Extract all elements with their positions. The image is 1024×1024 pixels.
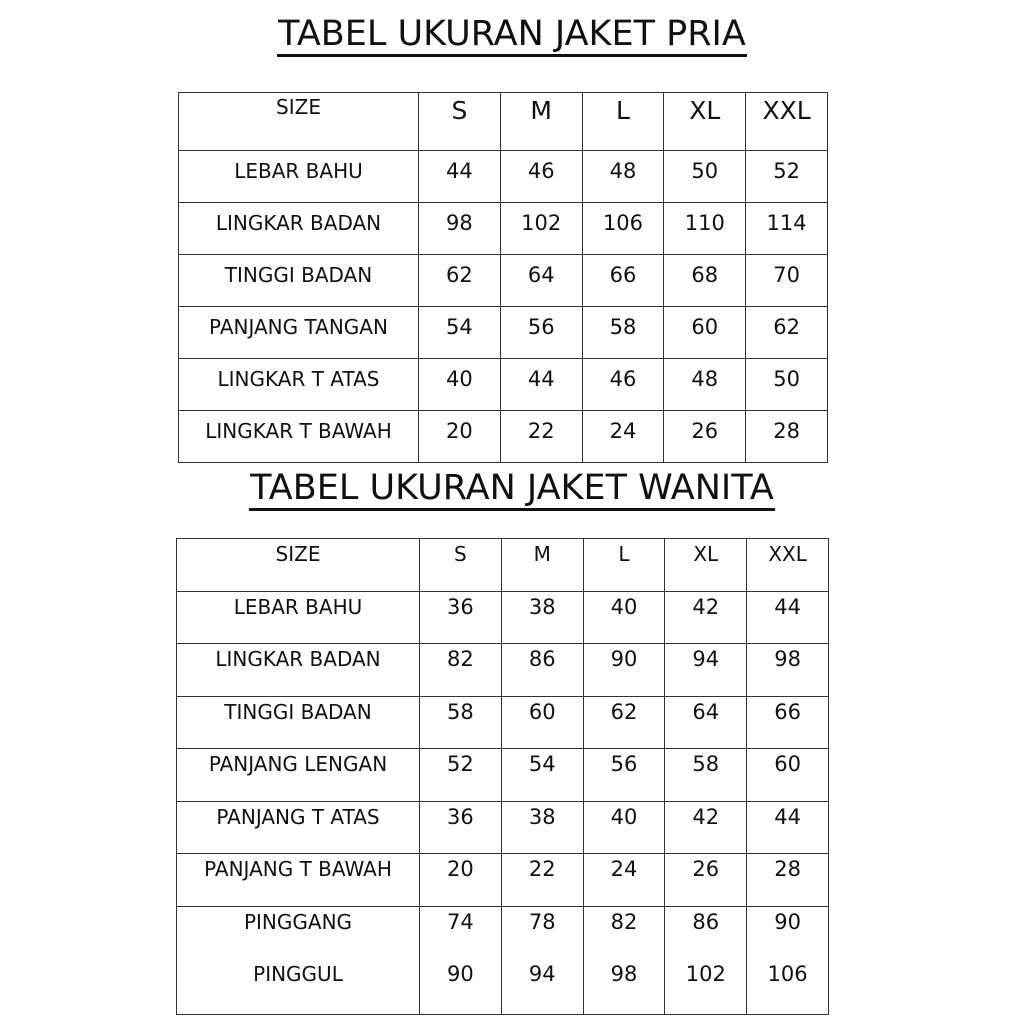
table-cell: 60 (664, 307, 746, 359)
table-cell: 54 (501, 749, 583, 802)
header-cell: XL (664, 93, 746, 151)
row-label: PINGGANG (177, 906, 420, 959)
title-wanita-text: TABEL UKURAN JAKET WANITA (249, 468, 775, 511)
row-label: TINGGI BADAN (179, 255, 419, 307)
table-row (179, 411, 828, 463)
row-label: PANJANG TANGAN (179, 307, 419, 359)
table-cell: 44 (747, 591, 829, 644)
table-row (177, 959, 829, 1015)
table-cell: 40 (419, 359, 501, 411)
table-cell: 28 (746, 411, 828, 463)
header-cell: S (420, 539, 502, 592)
table-cell: 24 (583, 854, 665, 907)
table-cell: 44 (747, 801, 829, 854)
size-table-pria (178, 92, 828, 463)
table-row (179, 203, 828, 255)
table-cell: 66 (582, 255, 664, 307)
table-cell: 36 (420, 591, 502, 644)
table-cell: 46 (582, 359, 664, 411)
header-cell: S (419, 93, 501, 151)
table-cell: 74 (420, 906, 502, 959)
row-label: LINGKAR BADAN (179, 203, 419, 255)
table-cell: 56 (500, 307, 582, 359)
table-cell: 24 (582, 411, 664, 463)
table-cell: 58 (420, 696, 502, 749)
table-cell: 78 (501, 906, 583, 959)
row-label: TINGGI BADAN (177, 696, 420, 749)
row-label: PANJANG T BAWAH (177, 854, 420, 907)
table-cell: 48 (664, 359, 746, 411)
row-label: LINGKAR T ATAS (179, 359, 419, 411)
title-pria (0, 14, 1024, 54)
table-cell: 62 (746, 307, 828, 359)
table-cell: 86 (665, 906, 747, 959)
table-cell: 106 (582, 203, 664, 255)
table-cell: 70 (746, 255, 828, 307)
header-cell: L (582, 93, 664, 151)
table-cell: 98 (747, 644, 829, 697)
table-cell: 58 (582, 307, 664, 359)
title-pria-text: TABEL UKURAN JAKET PRIA (277, 14, 747, 57)
table-row (177, 749, 829, 802)
table-cell: 26 (664, 411, 746, 463)
table-cell: 22 (500, 411, 582, 463)
table-header-row (177, 539, 829, 592)
table-cell: 62 (419, 255, 501, 307)
table-row (177, 854, 829, 907)
table-cell: 22 (501, 854, 583, 907)
table-cell: 42 (665, 801, 747, 854)
table-row (177, 801, 829, 854)
table-row (177, 696, 829, 749)
table-cell: 46 (500, 151, 582, 203)
table-cell: 86 (501, 644, 583, 697)
table-cell: 90 (420, 959, 502, 1015)
table-row (177, 644, 829, 697)
table-cell: 44 (500, 359, 582, 411)
table-row (177, 591, 829, 644)
table-cell: 42 (665, 591, 747, 644)
row-label: LEBAR BAHU (177, 591, 420, 644)
table-cell: 40 (583, 591, 665, 644)
table-cell: 56 (583, 749, 665, 802)
table-cell: 94 (501, 959, 583, 1015)
row-label: PINGGUL (177, 959, 420, 1015)
table-cell: 36 (420, 801, 502, 854)
table-header-row (179, 93, 828, 151)
table-row (179, 307, 828, 359)
table-cell: 20 (420, 854, 502, 907)
table-cell: 44 (419, 151, 501, 203)
table-cell: 90 (583, 644, 665, 697)
header-cell: XXL (746, 93, 828, 151)
table-cell: 98 (583, 959, 665, 1015)
table-cell: 60 (747, 749, 829, 802)
table-cell: 64 (665, 696, 747, 749)
size-table-wanita (176, 538, 829, 1015)
row-label: LINGKAR BADAN (177, 644, 420, 697)
table-cell: 38 (501, 591, 583, 644)
header-cell: M (501, 539, 583, 592)
table-cell: 38 (501, 801, 583, 854)
table-cell: 26 (665, 854, 747, 907)
table-cell: 98 (419, 203, 501, 255)
table-cell: 68 (664, 255, 746, 307)
table-cell: 48 (582, 151, 664, 203)
table-cell: 54 (419, 307, 501, 359)
table-cell: 82 (420, 644, 502, 697)
header-cell: M (500, 93, 582, 151)
table-row (179, 359, 828, 411)
row-label: PANJANG T ATAS (177, 801, 420, 854)
row-label: LINGKAR T BAWAH (179, 411, 419, 463)
table-cell: 40 (583, 801, 665, 854)
row-label: PANJANG LENGAN (177, 749, 420, 802)
header-cell: SIZE (179, 93, 419, 151)
table-cell: 52 (420, 749, 502, 802)
title-wanita (0, 468, 1024, 508)
table-cell: 62 (583, 696, 665, 749)
table-cell: 106 (747, 959, 829, 1015)
row-label: LEBAR BAHU (179, 151, 419, 203)
table-cell: 90 (747, 906, 829, 959)
header-cell: SIZE (177, 539, 420, 592)
header-cell: XXL (747, 539, 829, 592)
table-cell: 114 (746, 203, 828, 255)
table-cell: 60 (501, 696, 583, 749)
header-cell: XL (665, 539, 747, 592)
table-cell: 20 (419, 411, 501, 463)
table-cell: 66 (747, 696, 829, 749)
table-row (179, 255, 828, 307)
table-cell: 52 (746, 151, 828, 203)
header-cell: L (583, 539, 665, 592)
table-cell: 50 (746, 359, 828, 411)
table-row (177, 906, 829, 959)
table-cell: 64 (500, 255, 582, 307)
table-cell: 94 (665, 644, 747, 697)
table-cell: 50 (664, 151, 746, 203)
table-cell: 28 (747, 854, 829, 907)
table-cell: 82 (583, 906, 665, 959)
table-cell: 102 (665, 959, 747, 1015)
table-cell: 110 (664, 203, 746, 255)
table-cell: 102 (500, 203, 582, 255)
table-cell: 58 (665, 749, 747, 802)
table-row (179, 151, 828, 203)
